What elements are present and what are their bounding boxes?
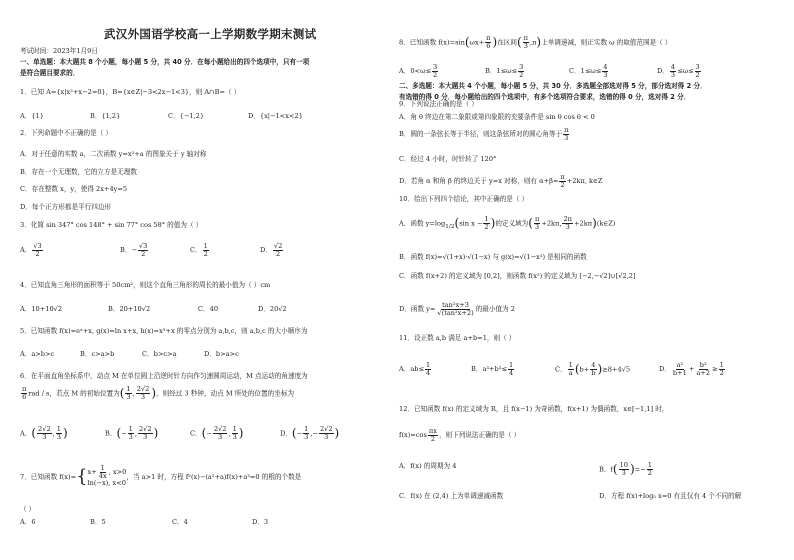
q6-option-d: D．(− $\frac{1}{3}$ ,− $\frac{2√2}{3}$ )	[280, 425, 340, 441]
q12-option-c: C．f(x) 在 (2,4) 上为单调递减函数	[399, 492, 504, 500]
q12-option-d: D．方程 f(x)+log₅ x=0 有且仅有 4 个不同的解	[599, 492, 742, 500]
q7-options	[20, 518, 393, 526]
q12-line1: 12．已知函数 f(x) 的定义域为 R，且 f(x−1) 为奇函数，f(x+1) 为偶函数，x∈[−1,1] 时，	[399, 405, 669, 413]
q11-option-b: B．a³+b³≤ $\frac{1}{4}$	[471, 361, 514, 377]
q1-options	[20, 112, 393, 120]
q12-options-row1	[399, 462, 777, 477]
q8-option-a: A．0<ω≤ $\frac{3}{2}$	[399, 63, 438, 79]
q3-d-fraction: $\frac{√2}{2}$	[273, 242, 283, 258]
exam-time: 考试时间：2023年1月9日	[20, 47, 98, 55]
q8-stem: 8．已知函数 f(x)=sin(ωx+ $\frac{\pi}{6}$ )在区间( $\frac{\pi}{3}$ ,π)上单调递减，则正实数 ω 的取值范围是（ ）	[399, 34, 672, 50]
q6-line2: $\frac{\pi}{6}$ rad / s，若点 M 的初始位置为( $\frac{1}{3}$ , $\frac{2√2}{3}$ )，则经过 3 秒钟，动点 M 所处的位置的坐标为	[22, 385, 295, 401]
q6-options	[20, 426, 393, 441]
q2-option-c: C．存在整数 x，y，使得 2x+4y=5	[20, 185, 128, 193]
q6-option-b: B．(− $\frac{1}{3}$ , $\frac{2√2}{3}$ )	[105, 425, 159, 441]
q10-stem: 10．给出下列四个结论，其中正确的是（ ）	[399, 195, 529, 203]
q10-option-c: C．函数 f(x+2) 的定义域为 [0,2]，则函数 f(x²) 的定义域为 [−2,−√2]∪[√2,2]	[399, 272, 636, 280]
q6-omega-fraction: $\frac{\pi}{6}$	[22, 385, 27, 401]
q11-option-d: D． $\frac{\text{a²}}{b+1}$ + $\frac{\text{b²}}{a+2}$ ≥ $\frac{1}{2}$	[659, 361, 724, 377]
section1-heading-line2: 是符合题目要求的．	[20, 69, 80, 77]
q1-option-c: C．{−1,2}	[168, 112, 205, 120]
q9-option-b: B．圆的一条弦长等于半径，则这条弦所对的圆心角等于 $\frac{\pi}{3}$	[399, 126, 569, 142]
q3-option-b: B．− $\frac{√3}{2}$	[120, 242, 148, 258]
q11-option-a: A．ab≤ $\frac{1}{4}$	[399, 361, 431, 377]
section1-heading-line1: 一、单选题：本大题共 8 个小题，每小题 5 分，共 40 分．在每小题给出的四个选项中，只有一项	[20, 58, 310, 66]
q5-option-d: D．b>a>c	[204, 350, 239, 358]
q3-b-fraction: $\frac{√3}{2}$	[138, 242, 148, 258]
q4-stem: 4．已知直角三角形的面积等于 50cm²，则这个直角三角形的周长的最小值为（ ）cm	[20, 281, 271, 289]
q4-options	[20, 305, 393, 313]
q9-option-a: A．角 θ 终边在第二象限或第四象限的充要条件是 sin θ cos θ < 0	[399, 113, 595, 121]
section2-heading-line1: 二、多选题：本大题共 4 个小题，每小题 5 分，共 30 分．多选题全部选对得 5 分，部分选对得 2 分．	[399, 82, 707, 90]
q7-option-d: D．3	[252, 518, 269, 526]
q9-stem: 9．下列说法正确的是（ ）	[399, 100, 478, 108]
q5-option-a: A．a>b>c	[20, 350, 55, 358]
section2-heading-line2: 有选错的得 0 分．每小题给出的四个选项中，有多个选项符合要求，选错的得 0 分，选对得 2 分．	[399, 93, 691, 101]
q5-options	[20, 350, 393, 358]
q12-line2: f(x)=cos $\frac{\pi x}{2}$ ，则下列说法正确的是（ ）	[399, 427, 521, 443]
q4-option-c: C．40	[198, 305, 219, 313]
left-column	[20, 0, 393, 560]
q3-options	[20, 243, 393, 257]
q9-option-d: D．若角 α 和角 β 的终边关于 y=x 对称，则有 α+β= $\frac{\pi}{2}$ +2kπ, k∈Z	[399, 173, 603, 189]
q8-option-b: B．1≤ω≤ $\frac{3}{2}$	[485, 63, 524, 79]
q8-option-c: C．1≤ω≤ $\frac{4}{3}$	[569, 63, 608, 79]
q10-option-b: B．函数 f(x)=√(1+x)·√(1−x) 与 g(x)=√(1−x²) 是相同的函数	[399, 253, 587, 261]
q12-option-a: A．f(x) 的周期为 4	[399, 462, 457, 470]
q3-stem: 3．化简 sin 347° cos 148° + sin 77° cos 58° 的值为（ ）	[20, 221, 203, 229]
q4-option-a: A．10+10√2	[20, 305, 63, 313]
q7-piecewise: x+ $\frac{1}{4x}$ , x>0 ln(−x), x<0	[87, 464, 127, 488]
q2-stem: 2．下列命题中不正确的是（ ）	[20, 129, 113, 137]
q2-option-a: A．对于任意的实数 a，二次函数 y=x²+a 的图象关于 y 轴对称	[20, 150, 207, 158]
q5-option-b: B．c>a>b	[80, 350, 115, 358]
q3-c-fraction: $\frac{1}{2}$	[203, 242, 208, 258]
q2-option-b: B．存在一个无理数，它的立方是无理数	[20, 168, 137, 176]
exam-title: 武汉外国语学校高一上学期数学期末测试	[104, 27, 317, 41]
q12-option-b: B．f( $\frac{10}{3}$ )=− $\frac{1}{2}$	[599, 461, 652, 477]
q9-option-c: C．经过 4 小时，时针转了 120°	[399, 155, 497, 163]
q11-stem: 11．设正数 a,b 满足 a+b=1，则（ ）	[399, 334, 516, 342]
q3-option-d: D． $\frac{√2}{2}$	[260, 242, 283, 258]
q3-option-a: A． $\frac{√3}{2}$	[20, 242, 42, 258]
q11-options	[399, 362, 777, 377]
q7-paren: （ ）	[20, 505, 36, 513]
q10-option-d: D．函数 y= $\frac{\text{tan²x+3}}{\text{√(tan²x+2)}}$ 的最小值为 2	[399, 301, 515, 317]
q5-stem: 5．已知函数 f(x)=eˣ+x, g(x)=ln x+x, h(x)=x³+x 的零点分别为 a,b,c，则 a,b,c 的大小顺序为	[20, 327, 308, 335]
q8-option-d: D． $\frac{4}{3}$ ≤ω≤ $\frac{3}{2}$	[657, 63, 700, 79]
q10-option-a: A．函数 $y=\log_{1/2}(\sin$ x − $\frac{1}{2}$ )的定义域为( $\frac{\pi}{3}$ +2kπ, $\frac{2\pi}{3}$ +2kπ)(k∈Z)	[399, 215, 616, 231]
q3-option-c: C． $\frac{1}{2}$	[190, 242, 208, 258]
q4-option-d: D．20√2	[258, 305, 287, 313]
q7-stem: 7．已知函数 f(x)={ x+ $\frac{1}{4x}$ , x>0 ln(−x), x<0 ，当 a>1 时，方程 f²(x)−(a²+a)f(x)+a³=0 的根的个数是	[20, 464, 302, 488]
q6-option-a: A．( $\frac{2√2}{3}$ , $\frac{1}{3}$ )	[20, 425, 68, 441]
q8-options	[399, 64, 777, 78]
q3-a-fraction: $\frac{√3}{2}$	[33, 242, 42, 258]
q1-stem: 1．已知 A={x|x²+x−2=0}，B={x∈Z|−3<2x−1<3}，则 A∩B=（ ）	[20, 88, 241, 96]
q1-option-b: B．{1,2}	[90, 112, 121, 120]
q7-option-c: C．4	[172, 518, 188, 526]
q6-line1: 6．在平面直角坐标系中，动点 M 在单位圆上沿逆时针方向作匀速圆周运动，M 点运动的角速度为	[20, 372, 308, 380]
q4-option-b: B．20+10√2	[108, 305, 151, 313]
right-column	[399, 0, 777, 560]
q11-option-c: C． $\frac{1}{a}$ (b+ $\frac{4}{b}$ )≥8+4√5	[555, 361, 631, 377]
q7-option-b: B．5	[90, 518, 106, 526]
q1-option-a: A．{1}	[20, 112, 44, 120]
q2-option-d: D．每个正方形都是平行四边形	[20, 203, 112, 211]
q12-options-row2	[399, 492, 777, 500]
q1-option-d: D．{x|−1<x<2}	[248, 112, 303, 120]
q6-option-c: C．(− $\frac{2√2}{3}$ , $\frac{1}{3}$ )	[190, 425, 244, 441]
q7-option-a: A．6	[20, 518, 36, 526]
q5-option-c: C．b>c>a	[142, 350, 177, 358]
